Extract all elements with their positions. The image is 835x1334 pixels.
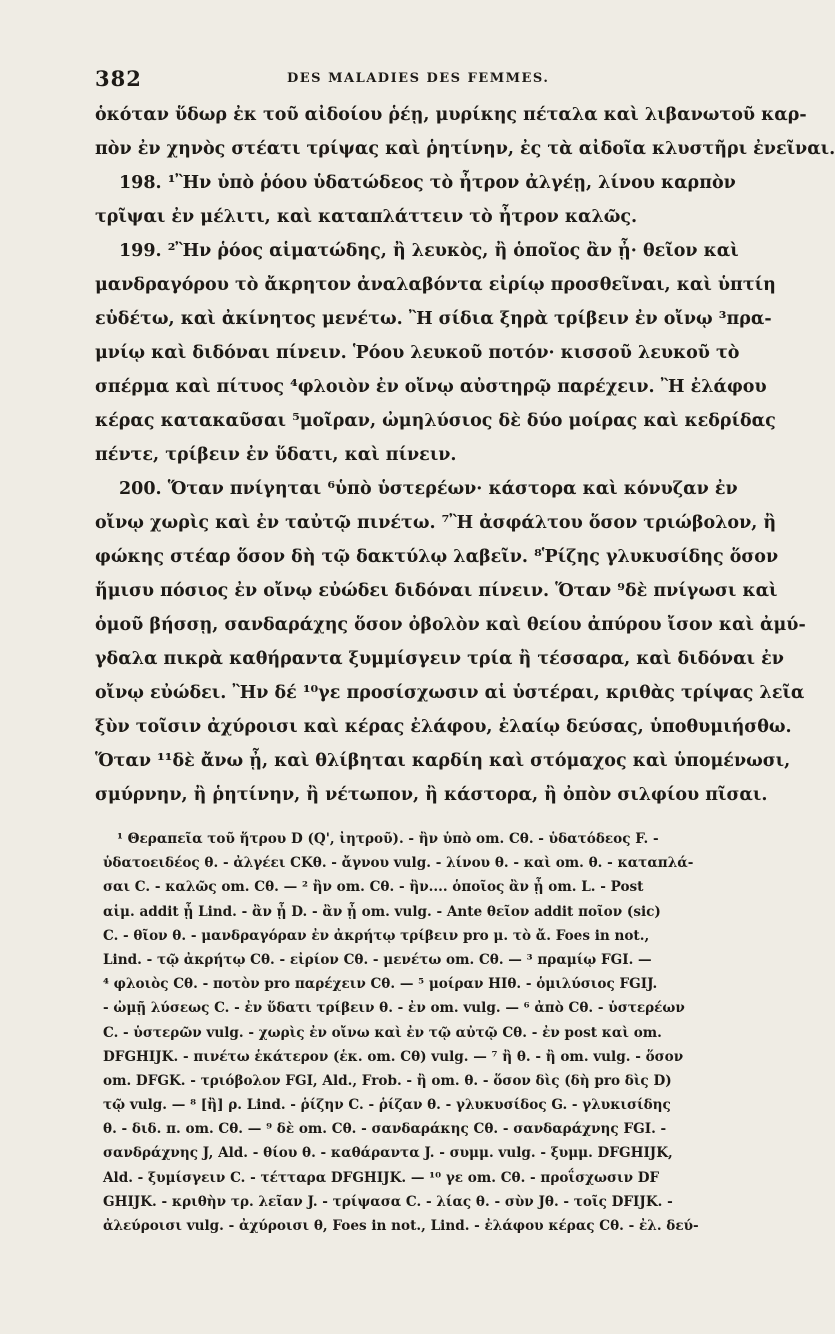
footnote-line: ἀλεύροισι vulg. - ἀχύροισι θ, Foes in not., Lind. - ἐλάφου κέρας Cθ. - ἐλ. δεύ- <box>103 1218 699 1234</box>
footnote-line: DFGHIJK. - πινέτω ἑκάτερον (ἑκ. om. Cθ) vulg. — ⁷ ἢ θ. - ἢ om. vulg. - ὅσον <box>103 1048 684 1065</box>
text-line: οἴνῳ χωρὶς καὶ ἐν ταὐτῷ πινέτω. ⁷Ἢ ἀσφάλτου ὅσον τριώβολον, ἢ <box>95 513 777 533</box>
footnote-line: τῷ vulg. — ⁸ [ἢ] ρ. Lind. - ῥίζην C. - ῥίζαν θ. - γλυκυσίδος G. - γλυκισίδης <box>103 1097 671 1114</box>
footnote-line: om. DFGK. - τριόβολον FGI, Ald., Frob. - ἢ om. θ. - ὅσον δὶς (δὴ pro δὶς D) <box>103 1072 672 1089</box>
text-line: Ὅταν ¹¹δὲ ἄνω ᾖ, καὶ θλίβηται καρδίη καὶ στόμαχος καὶ ὑπομένωσι, <box>95 751 791 771</box>
footnote-line: GHIJK. - κριθὴν τρ. λεῖαν J. - τρίψασα C. - λίας θ. - σὺν Jθ. - τοῖς DFIJK. - <box>103 1193 673 1210</box>
footnote-line: θ. - διδ. π. om. Cθ. — ⁹ δὲ om. Cθ. - σανδαράκης Cθ. - σανδαράχνης FGI. - <box>103 1121 667 1138</box>
text-line: σμύρνην, ἢ ῥητίνην, ἢ νέτωπον, ἢ κάστορα, ἢ ὀπὸν σιλφίου πῖσαι. <box>95 785 768 805</box>
text-line: 198. ¹Ἢν ὑπὸ ῥόου ὑδατώδεος τὸ ἦτρον ἀλγέῃ, λίνου καρπὸν <box>119 173 736 193</box>
text-line: ὁμοῦ βήσσῃ, σανδαράχης ὅσον ὀβολὸν καὶ θείου ἀπύρου ἴσον καὶ ἀμύ- <box>95 615 806 635</box>
text-line: 199. ²Ἢν ῥόος αἱματώδης, ἢ λευκὸς, ἢ ὁποῖος ἂν ᾖ· θεῖον καὶ <box>119 241 739 261</box>
footnote-line: ὑδατοειδέος θ. - ἀλγέει CKθ. - ἄγνου vulg. - λίνου θ. - καὶ om. θ. - καταπλά- <box>103 855 694 872</box>
text-line: φώκης στέαρ ὅσον δὴ τῷ δακτύλῳ λαβεῖν. ⁸Ῥίζης γλυκυσίδης ὅσον <box>95 547 779 567</box>
running-title: DES MALADIES DES FEMMES. <box>287 71 550 86</box>
text-line: πέντε, τρίβειν ἐν ὕδατι, καὶ πίνειν. <box>95 445 457 465</box>
page-header <box>95 66 740 96</box>
footnote-line: C. - θῖον θ. - μανδραγόραν ἐν ἀκρήτῳ τρίβειν pro μ. τὸ ἄ. Foes in not., <box>103 927 650 944</box>
footnotes <box>103 827 748 1238</box>
main-text <box>95 98 835 812</box>
footnote-line: αἱμ. addit ᾖ Lind. - ἂν ᾖ D. - ἂν ᾖ om. vulg. - Ante θεῖον addit ποῖον (sic) <box>103 903 661 920</box>
footnote-line: ¹ Θεραπεῖα τοῦ ἥτρου D (Q', ἰητροῦ). - ἢν ὑπὸ om. Cθ. - ὑδατόδεος F. - <box>117 831 659 847</box>
text-line: ξὺν τοῖσιν ἀχύροισι καὶ κέρας ἐλάφου, ἐλαίῳ δεύσας, ὑποθυμιήσθω. <box>95 717 792 737</box>
footnote-line: Lind. - τῷ ἀκρήτῳ Cθ. - εἰρίον Cθ. - μενέτω om. Cθ. — ³ πραμίῳ FGI. — <box>103 951 652 968</box>
text-line: πὸν ἐν χηνὸς στέατι τρίψας καὶ ῥητίνην, ἐς τὰ αἰδοῖα κλυστῆρι ἐνεῖναι. <box>95 139 835 159</box>
text-line: ἥμισυ πόσιος ἐν οἴνῳ εὐώδει διδόναι πίνειν. Ὅταν ⁹δὲ πνίγωσι καὶ <box>95 581 778 601</box>
footnote-line: ⁴ φλοιὸς Cθ. - ποτὸν pro παρέχειν Cθ. — ⁵ μοίραν HIθ. - ὁμιλύσιος FGIJ. <box>103 976 658 993</box>
text-line: μανδραγόρου τὸ ἄκρητον ἀναλαβόντα εἰρίῳ προσθεῖναι, καὶ ὑπτίη <box>95 275 776 295</box>
text-line: μνίῳ καὶ διδόναι πίνειν. Ῥόου λευκοῦ ποτόν· κισσοῦ λευκοῦ τὸ <box>95 343 740 363</box>
text-line: τρῖψαι ἐν μέλιτι, καὶ καταπλάττειν τὸ ἦτρον καλῶς. <box>95 207 638 227</box>
text-line: εὑδέτω, καὶ ἀκίνητος μενέτω. Ἢ σίδια ξηρὰ τρίβειν ἐν οἴνῳ ³πρα- <box>95 309 772 329</box>
footnote-line: C. - ὑστερῶν vulg. - χωρὶς ἐν οἴνω καὶ ἐν τῷ αὐτῷ Cθ. - ἐν post καὶ om. <box>103 1024 662 1041</box>
text-line: ὁκόταν ὕδωρ ἐκ τοῦ αἰδοίου ῥέῃ, μυρίκης πέταλα καὶ λιβανωτοῦ καρ- <box>95 105 807 125</box>
footnote-line: Ald. - ξυμίσγειν C. - τέτταρα DFGHIJK. — ¹⁰ γε om. Cθ. - προΐσχωσιν DF <box>103 1169 660 1186</box>
text-line: σπέρμα καὶ πίτυος ⁴φλοιὸν ἐν οἴνῳ αὐστηρῷ παρέχειν. Ἢ ἐλάφου <box>95 377 767 397</box>
text-line: γδαλα πικρὰ καθήραντα ξυμμίσγειν τρία ἢ τέσσαρα, καὶ διδόναι ἐν <box>95 649 784 669</box>
text-line: οἴνῳ εὐώδει. Ἢν δέ ¹⁰γε προσίσχωσιν αἱ ὑστέραι, κριθὰς τρίψας λεῖα <box>95 683 805 703</box>
footnote-line: - ὠμῇ λύσεως C. - ἐν ὕδατι τρίβειν θ. - ἐν om. vulg. — ⁶ ἀπὸ Cθ. - ὑστερέων <box>103 1000 685 1017</box>
text-line: 200. Ὅταν πνίγηται ⁶ὑπὸ ὑστερέων· κάστορα καὶ κόνυζαν ἐν <box>119 479 738 499</box>
footnote-line: σαι C. - καλῶς om. Cθ. — ² ἢν om. Cθ. - ἢν.... ὁποῖος ἂν ᾖ om. L. - Post <box>103 879 644 896</box>
page-number: 382 <box>95 66 142 91</box>
text-line: κέρας κατακαῦσαι ⁵μοῖραν, ὠμηλύσιος δὲ δύο μοίρας καὶ κεδρίδας <box>95 411 776 431</box>
footnote-line: σανδράχνης J, Ald. - θίου θ. - καθάραντα J. - συμμ. vulg. - ξυμμ. DFGHIJK, <box>103 1145 673 1162</box>
